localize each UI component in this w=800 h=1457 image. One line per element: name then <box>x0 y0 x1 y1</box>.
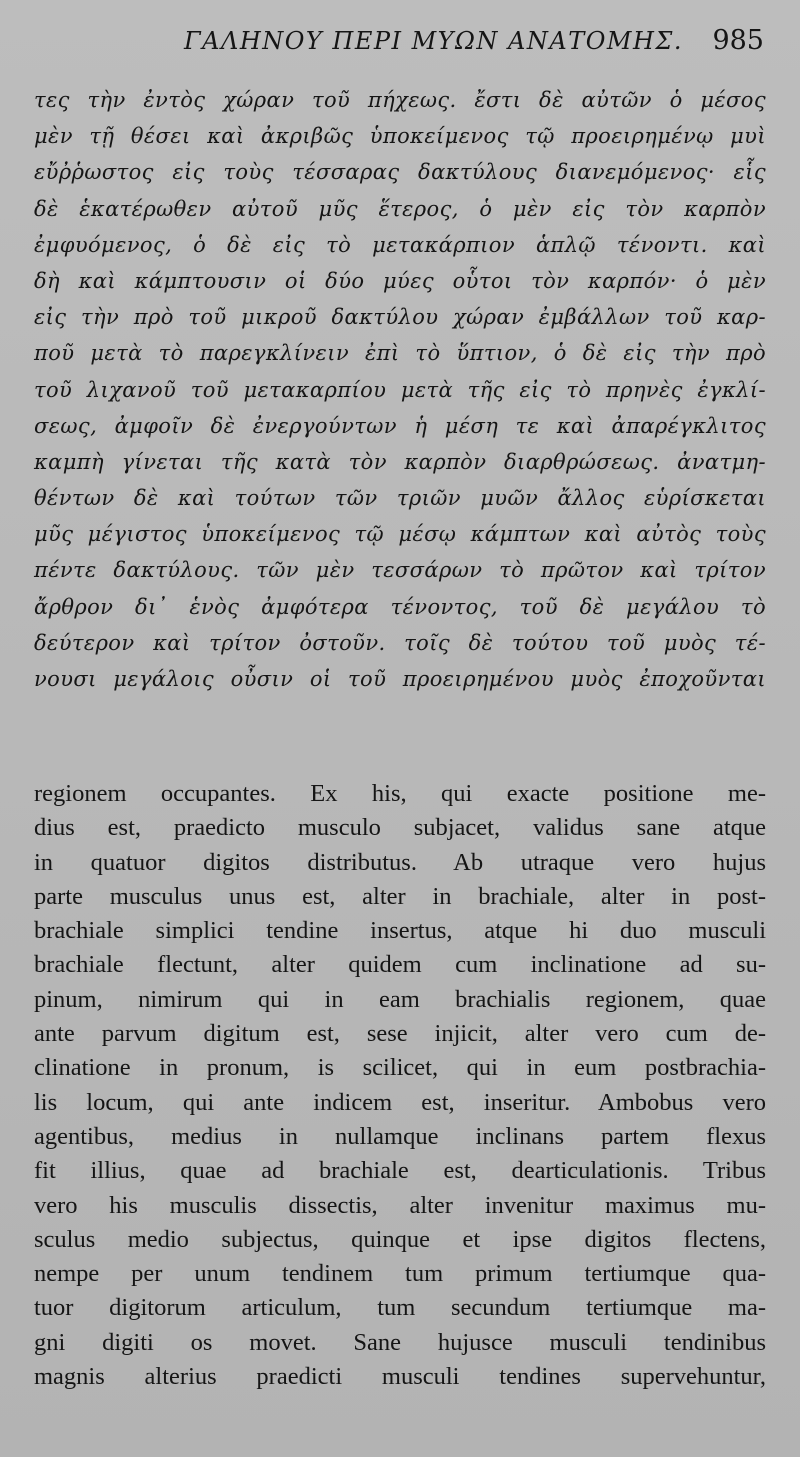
latin-text-line: agentibus, medius in nullamque inclinans partem flexus <box>34 1122 766 1150</box>
greek-text-line: μῦς μέγιστος ὑποκείμενος τῷ μέσῳ κάμπτων καὶ αὐτὸς τοὺς <box>34 522 766 547</box>
greek-text-line: τοῦ λιχανοῦ τοῦ μετακαρπίου μετὰ τῆς εἰς τὸ πρηνὲς ἐγκλί- <box>34 377 766 402</box>
latin-text-line: tuor digitorum articulum, tum secundum tertiumque ma- <box>34 1294 766 1322</box>
latin-text-line: vero his musculis dissectis, alter invenitur maximus mu- <box>34 1191 766 1219</box>
running-head: ΓΑΛΗΝΟΥ ΠΕΡΙ ΜΥΩΝ ΑΝΑΤΟΜΗΣ. <box>184 27 683 55</box>
greek-text-block <box>34 82 766 697</box>
latin-text-line: in quatuor digitos distributus. Ab utraque vero hujus <box>34 848 766 876</box>
latin-text-line: pinum, nimirum qui in eam brachialis regionem, quae <box>34 985 766 1013</box>
latin-text-line: gni digiti os movet. Sane hujusce musculi tendinibus <box>34 1328 766 1356</box>
greek-text-line: καμπὴ γίνεται τῆς κατὰ τὸν καρπὸν διαρθρώσεως. ἀνατμη- <box>34 449 766 474</box>
greek-text-line: εὔῤῥωστος εἰς τοὺς τέσσαρας δακτύλους διανεμόμενος· εἷς <box>34 160 766 185</box>
greek-text-line: δὲ ἑκατέρωθεν αὐτοῦ μῦς ἕτερος, ὁ μὲν εἰς τὸν καρπὸν <box>34 196 766 221</box>
latin-text-line: brachiale flectunt, alter quidem cum inclinatione ad su- <box>34 951 766 979</box>
greek-text-line: μὲν τῇ θέσει καὶ ἀκριβῶς ὑποκείμενος τῷ προειρημένῳ μυὶ <box>34 124 766 149</box>
greek-text-line: ἐμφυόμενος, ὁ δὲ εἰς τὸ μετακάρπιον ἁπλῷ τένοντι. καὶ <box>34 232 766 257</box>
latin-text-line: ante parvum digitum est, sese injicit, alter vero cum de- <box>34 1020 766 1048</box>
greek-text-line: σεως, ἀμφοῖν δὲ ἐνεργούντων ἡ μέση τε καὶ ἀπαρέγκλιτος <box>34 413 766 438</box>
greek-text-line: ποῦ μετὰ τὸ παρεγκλίνειν ἐπὶ τὸ ὕπτιον, ὁ δὲ εἰς τὴν πρὸ <box>34 341 766 366</box>
page-header <box>34 0 766 70</box>
greek-text-line: δὴ καὶ κάμπτουσιν οἱ δύο μύες οὗτοι τὸν καρπόν· ὁ μὲν <box>34 268 766 293</box>
page-number: 985 <box>712 25 764 56</box>
greek-text-line: δεύτερον καὶ τρίτον ὀστοῦν. τοῖς δὲ τούτου τοῦ μυὸς τέ- <box>34 630 766 655</box>
latin-text-line: lis locum, qui ante indicem est, inseritur. Ambobus vero <box>34 1088 766 1116</box>
latin-text-line: clinatione in pronum, is scilicet, qui in eum postbrachia- <box>34 1054 766 1082</box>
greek-text-line: πέντε δακτύλους. τῶν μὲν τεσσάρων τὸ πρῶτον καὶ τρίτον <box>34 558 766 583</box>
greek-text-line: θέντων δὲ καὶ τούτων τῶν τριῶν μυῶν ἄλλος εὑρίσκεται <box>34 486 766 511</box>
latin-text-line: parte musculus unus est, alter in brachiale, alter in post- <box>34 882 766 910</box>
greek-text-line: εἰς τὴν πρὸ τοῦ μικροῦ δακτύλου χώραν ἐμβάλλων τοῦ καρ- <box>34 305 766 330</box>
latin-text-line: brachiale simplici tendine insertus, atque hi duo musculi <box>34 917 766 945</box>
greek-text-line: νουσι μεγάλοις οὖσιν οἱ τοῦ προειρημένου μυὸς ἐποχοῦνται <box>34 667 766 691</box>
latin-text-line: nempe per unum tendinem tum primum tertiumque qua- <box>34 1260 766 1288</box>
latin-text-line: magnis alterius praedicti musculi tendines supervehuntur, <box>34 1363 766 1391</box>
latin-text-line: sculus medio subjectus, quinque et ipse digitos flectens, <box>34 1225 766 1253</box>
greek-text-line: τες τὴν ἐντὸς χώραν τοῦ πήχεως. ἔστι δὲ αὐτῶν ὁ μέσος <box>34 88 766 112</box>
greek-text-line: ἄρθρον δι᾽ ἑνὸς ἀμφότερα τένοντος, τοῦ δὲ μεγάλου τὸ <box>34 594 766 619</box>
latin-text-line: dius est, praedicto musculo subjacet, validus sane atque <box>34 814 766 842</box>
latin-text-line: fit illius, quae ad brachiale est, dearticulationis. Tribus <box>34 1157 766 1185</box>
latin-translation-block <box>34 777 766 1394</box>
latin-text-line: regionem occupantes. Ex his, qui exacte positione me- <box>34 780 766 807</box>
